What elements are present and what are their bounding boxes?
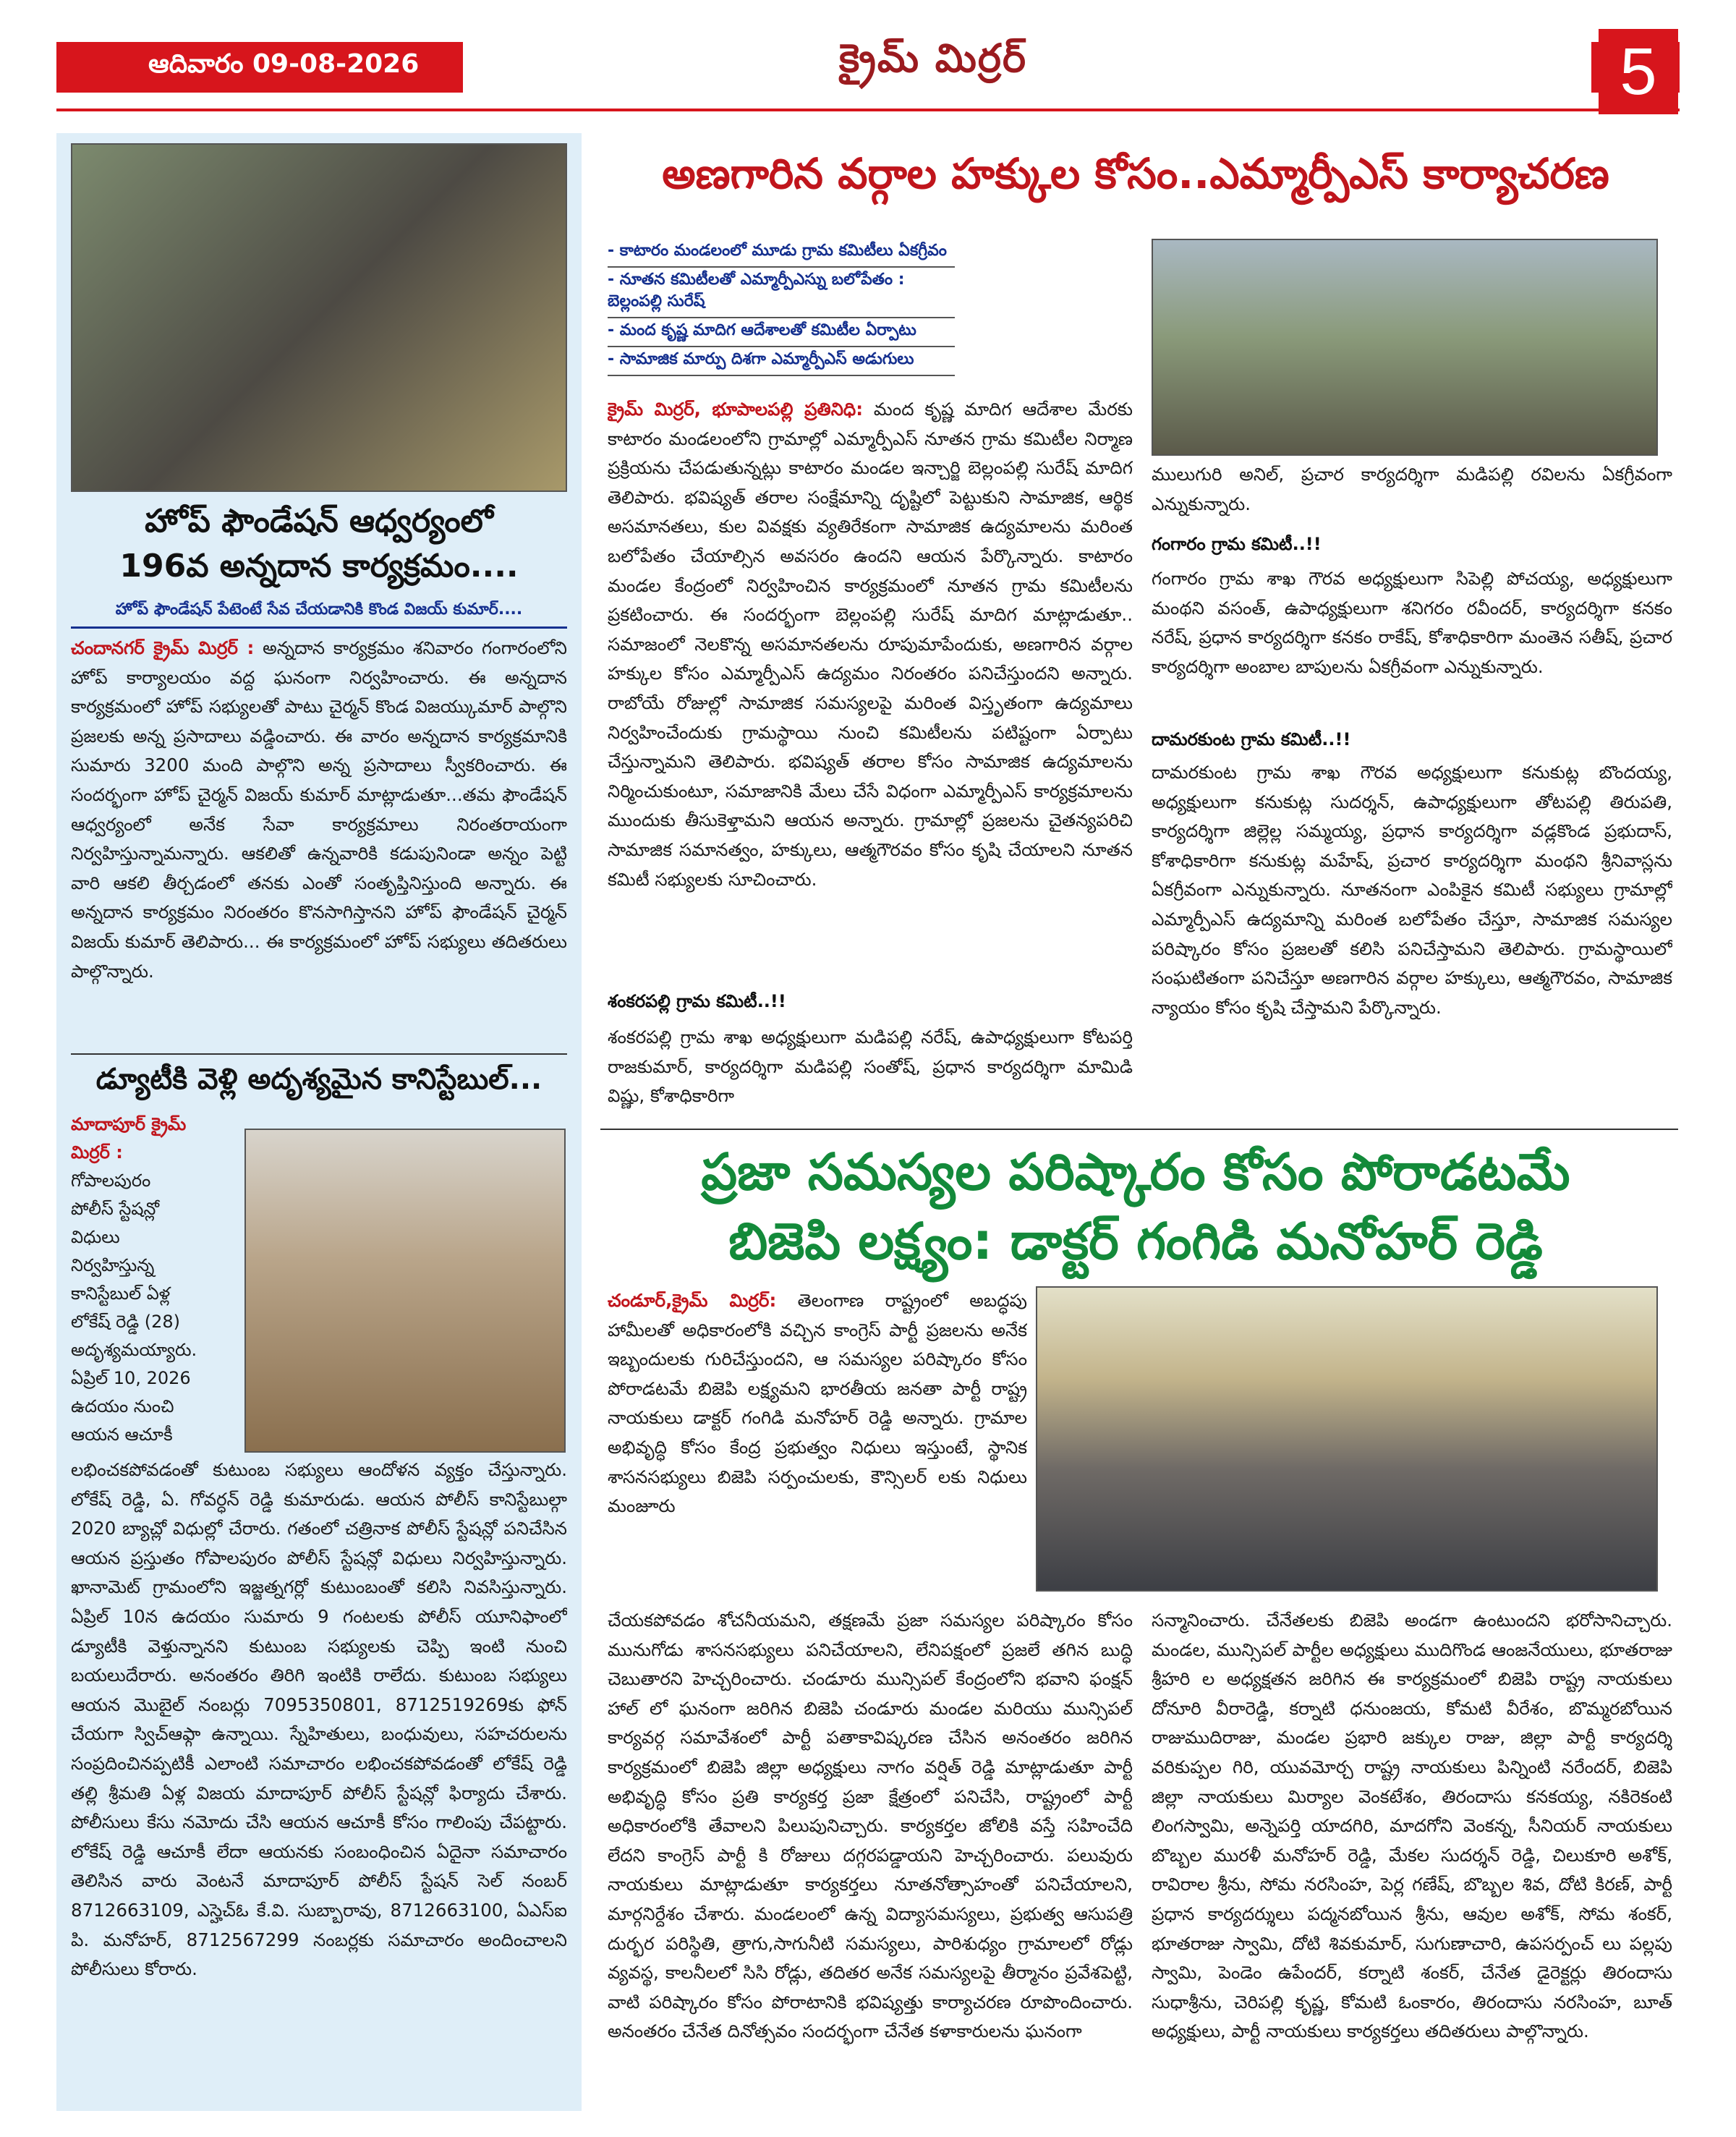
constable-side-line: లోకేష్ రెడ్డి (28) — [71, 1312, 180, 1332]
mrps-body-4: గంగారం గ్రామ శాఖ గౌరవ అధ్యక్షులుగా సిపెల్లి పోచయ్య, అధ్యక్షులుగా మంథని వసంత్, ఉపాధ్యక్షులుగా శనిగరం రవీందర్, కార్యదర్శిగా కనకం నరేష్, ప్రధాన కార్యదర్శిగా కనకం రాకేష్, కోశాధికారిగా మంతెన సతీష్, ప్రచార కార్యదర్శిగా అంబాల బాపులను ఏకగ్రీవంగా ఎన్నుకున్నారు. — [1152, 568, 1672, 677]
masthead — [788, 35, 1078, 114]
mrps-bullet: - నూతన కమిటీలతో ఎమ్మార్పీఎస్ను బలోపేతం : బెల్లంపల్లి సురేష్ — [608, 268, 955, 318]
mrps-sub-shankarapalli: శంకరపల్లి గ్రామ కమిటీ..!! — [608, 991, 786, 1011]
constable-side-line: విధులు — [71, 1227, 120, 1247]
bjp-body-1 — [608, 1286, 1027, 1607]
constable-side-line: పోలీస్ స్టేషన్లో — [71, 1199, 160, 1219]
mrps-headline: అణగారిన వర్గాల హక్కుల కోసం..ఎమ్మార్పీఎస్ కార్యాచరణ — [662, 149, 1609, 198]
bjp-meeting-photo — [1036, 1286, 1658, 1592]
hope-headline-line2: 196వ అన్నదాన కార్యక్రమం.... — [119, 548, 519, 585]
constable-dateline-1: మాదాపూర్ క్రైమ్ — [71, 1114, 187, 1134]
bjp-body-3: సన్మానించారు. చేనేతలకు బిజెపి అండగా ఉంటుందని భరోసానిచ్చారు. మండల, మున్సిపల్ పార్టీల అధ్యక్షులు ముదిగొండ ఆంజనేయులు, భూతరాజు శ్రీహరి ల అధ్యక్షతన జరిగిన ఈ కార్యక్రమంలో బిజెపి రాష్ట్ర నాయకులు దోనూరి వీరారెడ్డి, కర్నాటి ధనుంజయ, కోమటి వీరేశం, బొమ్మరబోయిన రాజుముదిరాజు, మండల ప్రభారి జక్కుల రాజు, జిల్లా పార్టీ కార్యదర్శి వరికుప్పల గిరి, యువమోర్చ రాష్ట్ర నాయకులు పిన్నింటి నరేందర్, బిజెపి జిల్లా నాయకులు మిర్యాల వెంకటేశం, తిరందాసు కనకయ్య, నకిరెకంటి లింగస్వామి, అన్నెపర్తి యాదగిరి, మాదగోని వెంకన్న, సీనియర్ నాయకులు బొబ్బల మురళీ మనోహర్ రెడ్డి, మేకల సుదర్శన్ రెడ్డి, చిలుకూరి అశోక్, రావిరాల శ్రీను, సోమ నరసింహ, పెర్ల గణేష్, బొబ్బల శివ, దోటి కిరణ్, పార్టీ ప్రధాన కార్యదర్శులు పద్మనబోయిన శ్రీను, ఆవుల అశోక్, సోమ శంకర్, భూతరాజు స్వామి, దోటి శివకుమార్, సుగుణాచారి, ఉపసర్పంచ్ లు పల్లపు స్వామి, పెండెం ఉపేందర్, కర్నాటి శంకర్, చేనేత డైరెక్టర్లు తిరందాసు సుధాశ్రీను, చెరిపల్లి కృష్ణ, కోమటి ఓంకారం, తిరందాసు నరసింహ, బూత్ అధ్యక్షులు, పార్టీ నాయకులు కార్యకర్తలు తదితరులు పాల్గొన్నారు. — [1152, 1610, 1672, 2042]
mrps-bullets — [608, 239, 955, 376]
mrps-sub-gangaram: గంగారం గ్రామ కమిటీ..!! — [1152, 534, 1322, 554]
mrps-body-2: శంకరపల్లి గ్రామ శాఖ అధ్యక్షులుగా మడిపల్లి నరేష్, ఉపాధ్యక్షులుగా కోటపర్తి రాజకుమార్, కార్యదర్శిగా మడిపల్లి సంతోష్, ప్రధాన కార్యదర్శిగా మామిడి విష్ణు, కోశాధికారిగా — [608, 1027, 1133, 1107]
issue-date: ఆదివారం 09-08-2026 — [148, 49, 420, 79]
mrps-bullet: - సామాజిక మార్పు దిశగా ఎమ్మార్పీఎస్ అడుగులు — [608, 347, 955, 376]
constable-side-line: ఆయన ఆచూకీ — [71, 1424, 173, 1445]
page-number: 5 — [1599, 29, 1678, 114]
mrps-bullet: - కాటారం మండలంలో మూడు గ్రామ కమిటీలు ఏకగ్రీవం — [608, 239, 955, 268]
mrps-body-1 — [608, 395, 1133, 997]
mrps-sub-damarakunta: దామరకుంట గ్రామ కమిటీ..!! — [1152, 729, 1351, 749]
constable-side-line: గోపాలపురం — [71, 1171, 151, 1191]
constable-headline: డ్యూటీకి వెళ్లి అదృశ్యమైన కానిస్టేబుల్... — [71, 1053, 567, 1100]
constable-body: లభించకపోవడంతో కుటుంబ సభ్యులు ఆందోళన వ్యక్తం చేస్తున్నారు. లోకేష్ రెడ్డి, ఏ. గోవర్ధన్ రెడ్డి కుమారుడు. ఆయన పోలీస్ కానిస్టేబుల్గా 2020 బ్యాచ్లో విధుల్లో చేరారు. గతంలో చత్రినాక పోలీస్ స్టేషన్లో పనిచేసిన ఆయన ప్రస్తుతం గోపాలపురం పోలీస్ స్టేషన్లో విధులు నిర్వహిస్తున్నారు. ఖానామెట్ గ్రామంలోని ఇజ్జత్నగర్లో కుటుంబంతో కలిసి నివసిస్తున్నారు. ఏప్రిల్ 10న ఉదయం సుమారు 9 గంటలకు పోలీస్ యూనిఫాంలో డ్యూటీకి వెళ్తున్నానని కుటుంబ సభ్యులకు చెప్పి ఇంటి నుంచి బయలుదేరారు. అనంతరం తిరిగి ఇంటికి రాలేదు. కుటుంబ సభ్యులు ఆయన మొబైల్ నంబర్లు 7095350801, 8712519269కు ఫోన్ చేయగా స్విచ్ఆఫ్గా ఉన్నాయి. స్నేహితులు, బంధువులు, సహచరులను సంప్రదించినప్పటికీ ఎలాంటి సమాచారం లభించకపోవడంతో లోకేష్ రెడ్డి తల్లి శ్రీమతి ఏళ్ల విజయ మాదాపూర్ పోలీస్ స్టేషన్లో ఫిర్యాదు చేశారు. పోలీసులు కేసు నమోదు చేసి ఆయన ఆచూకీ కోసం గాలింపు చేపట్టారు. లోకేష్ రెడ్డి ఆచూకీ లేదా ఆయనకు సంబంధించిన ఏదైనా సమాచారం తెలిసిన వారు వెంటనే మాదాపూర్ పోలీస్ స్టేషన్ సెల్ నంబర్ 8712663109, ఎస్హెచ్ఓ కే.వి. సుబ్బారావు, 8712663100, ఏఎస్ఐ పి. మనోహర్, 8712567299 నంబర్లకు సమాచారం అందించాలని పోలీసులు కోరారు. — [71, 1459, 567, 1980]
paper-name: క్రైమ్ మిర్రర్ — [839, 35, 1027, 81]
constable-photo — [244, 1129, 566, 1453]
constable-side-line: అదృశ్యమయ్యారు. — [71, 1340, 197, 1360]
constable-dateline-2: మిర్రర్ : — [71, 1142, 123, 1163]
hope-dateline: చందానగర్ క్రైమ్ మిర్రర్ : — [71, 637, 255, 658]
mrps-body-3: ములుగురి అనిల్, ప్రచార కార్యదర్శిగా మడిపల్లి రవిలను ఏకగ్రీవంగా ఎన్నుకున్నారు. — [1152, 464, 1672, 514]
hope-headline-line1: హోప్ ఫౌండేషన్ ఆధ్వర్యంలో — [145, 503, 493, 540]
section-divider — [600, 1129, 1678, 1130]
bjp-headline-line2: బిజెపి లక్ష్యం: డాక్టర్ గంగిడి మనోహర్ రెడ్డి — [728, 1212, 1543, 1271]
bjp-headline-line1: ప్రజా సమస్యల పరిష్కారం కోసం పోరాడటమే — [701, 1142, 1570, 1202]
constable-side-line: ఉదయం నుంచి — [71, 1396, 174, 1416]
hope-subhead: హోప్ ఫౌండేషన్ పేటెంటే సేవ చేయడానికి కొండ విజయ్ కుమార్.... — [71, 600, 567, 629]
mrps-body-5: దామరకుంట గ్రామ శాఖ గౌరవ అధ్యక్షులుగా కనుకుట్ల బొందయ్య, అధ్యక్షులుగా కనుకుట్ల సుదర్శన్, ఉపాధ్యక్షులుగా తోటపల్లి తిరుపతి, కార్యదర్శిగా జిల్లెల్ల సమ్మయ్య, ప్రధాన కార్యదర్శిగా వడ్లకొండ ప్రభుదాస్, కోశాధికారిగా కనుకుట్ల మహేష్, ప్రచార కార్యదర్శిగా మంథని శ్రీనివాస్లను ఏకగ్రీవంగా ఎన్నుకున్నారు. నూతనంగా ఎంపికైన కమిటీ సభ్యులు గ్రామాల్లో ఎమ్మార్పీఎస్ ఉద్యమాన్ని మరింత బలోపేతం చేస్తూ, సామాజిక సమస్యల పరిష్కారం కోసం ప్రజలతో కలిసి పనిచేస్తామని తెలిపారు. గ్రామస్థాయిలో సంఘటితంగా పనిచేస్తూ అణగారిన వర్గాల హక్కులు, ఆత్మగౌరవం, సామాజిక న్యాయం కోసం కృషి చేస్తామని పేర్కొన్నారు. — [1152, 762, 1672, 1018]
constable-side-text — [71, 1110, 244, 1449]
mrps-photo — [1152, 239, 1658, 456]
bjp-body-2: చేయకపోవడం శోచనీయమని, తక్షణమే ప్రజా సమస్యల పరిష్కారం కోసం మునుగోడు శాసనసభ్యులు పనిచేయాలని, లేనిపక్షంలో ప్రజలే తగిన బుద్ధి చెబుతారని హెచ్చరించారు. చండూరు మున్సిపల్ కేంద్రంలోని భవాని ఫంక్షన్ హాల్ లో ఘనంగా జరిగిన బిజెపి చండూరు మండల మరియు మున్సిపల్ కార్యవర్గ సమావేశంలో పార్టీ పతాకావిష్కరణ చేసిన అనంతరం జరిగిన కార్యక్రమంలో బిజెపి జిల్లా అధ్యక్షులు నాగం వర్షిత్ రెడ్డి మాట్లాడుతూ పార్టీ అభివృద్ధి కోసం ప్రతి కార్యకర్త ప్రజా క్షేత్రంలో పనిచేసి, రాష్ట్రంలో పార్టీ అధికారంలోకి తేవాలని పిలుపునిచ్చారు. కార్యకర్తల జోలికి వస్తే సహించేది లేదని కాంగ్రెస్ పార్టీ కి రోజులు దగ్గరపడ్డాయని హెచ్చరించారు. పలువురు నాయకులు మాట్లాడుతూ కార్యకర్తలు నూతనోత్సాహంతో పనిచేయాలని, మార్గనిర్దేశం చేశారు. మండలంలో ఉన్న విద్యాసమస్యలు, ప్రభుత్వ ఆసుపత్రి దుర్భర పరిస్థితి, త్రాగు,సాగునీటి సమస్యలు, పారిశుధ్యం గ్రామాలలో రోడ్లు వ్యవస్థ, కాలనీలలో సిసి రోడ్లు, తదితర అనేక సమస్యలపై తీర్మానం ప్రవేశపెట్టి, వాటి పరిష్కారం కోసం పోరాటానికి భవిష్యత్తు కార్యాచరణ రూపొందించారు. అనంతరం చేనేత దినోత్సవం సందర్భంగా చేనేత కళాకారులను ఘనంగా — [608, 1610, 1133, 2042]
mrps-body-text: మంద కృష్ణ మాదిగ ఆదేశాల మేరకు కాటారం మండలంలోని గ్రామాల్లో ఎమ్మార్పీఎస్ నూతన గ్రామ కమిటీల నిర్మాణ ప్రక్రియను చేపడుతున్నట్లు కాటారం మండల ఇన్చార్జి బెల్లంపల్లి సురేష్ మాదిగ తెలిపారు. భవిష్యత్ తరాల సంక్షేమాన్ని దృష్టిలో పెట్టుకుని సామాజిక, ఆర్థిక అసమానతలు, కుల వివక్షకు వ్యతిరేకంగా సామాజిక ఉద్యమాలను మరింత బలోపేతం చేయాల్సిన అవసరం ఉందని ఆయన పేర్కొన్నారు. కాటారం మండల కేంద్రంలో నిర్వహించిన కార్యక్రమంలో నూతన గ్రామ కమిటీలను ప్రకటించారు. ఈ సందర్భంగా బెల్లంపల్లి సురేష్ మాదిగ మాట్లాడుతూ.. సమాజంలో నెలకొన్న అసమానతలను రూపుమాపేందుకు, అణగారిన వర్గాల హక్కుల కోసం ఎమ్మార్పీఎస్ ఉద్యమం నిరంతరం పనిచేస్తుందని అన్నారు. రాబోయే రోజుల్లో సామాజిక సమస్యలపై మరింత విస్తృతంగా ఉద్యమాలు నిర్వహించేందుకు గ్రామస్థాయి నుంచి కమిటీలను పటిష్టంగా ఏర్పాటు చేస్తున్నామని తెలిపారు. భవిష్యత్ తరాల కోసం సామాజిక ఉద్యమాలను నిర్మించుకుంటూ, సమాజానికి మేలు చేసే విధంగా ఎమ్మార్పీఎస్ కార్యక్రమాలను ముందుకు తీసుకెళ్తామని ఆయన అన్నారు. గ్రామాల్లో ప్రజలను చైతన్యపరిచి సామాజిక సమానత్వం, హక్కులు, ఆత్మగౌరవం కోసం కృషి చేయాలని నూతన కమిటీ సభ్యులకు సూచించారు. — [608, 399, 1133, 890]
bjp-headline — [586, 1137, 1685, 1276]
constable-side-line: కానిస్టేబుల్ ఏళ్ల — [71, 1283, 171, 1304]
mrps-dateline: క్రైమ్ మిర్రర్, భూపాలపల్లి ప్రతినిధి: — [608, 399, 863, 420]
constable-side-line: ఏప్రిల్ 10, 2026 — [71, 1368, 191, 1388]
bjp-body-text: తెలంగాణ రాష్ట్రంలో అబద్ధపు హామీలతో అధికారంలోకి వచ్చిన కాంగ్రెస్ పార్టీ ప్రజలను అనేక ఇబ్బందులకు గురిచేస్తుందని, ఆ సమస్యల పరిష్కారం కోసం పోరాడటమే బిజెపి లక్ష్యమని భారతీయ జనతా పార్టీ రాష్ట్ర నాయకులు డాక్టర్ గంగిడి మనోహర్ రెడ్డి అన్నారు. గ్రామాల అభివృద్ధి కోసం కేంద్ర ప్రభుత్వం నిధులు ఇస్తుంటే, స్థానిక శాసనసభ్యులు బిజెపి సర్పంచులకు, కౌన్సిలర్ లకు నిధులు మంజూరు — [608, 1290, 1027, 1517]
bjp-dateline: చండూర్,క్రైమ్ మిర్రర్: — [608, 1290, 777, 1311]
annadanam-photo — [71, 143, 567, 492]
hope-body — [71, 634, 567, 1029]
constable-side-line: నిర్వహిస్తున్న — [71, 1255, 155, 1275]
hope-body-text: అన్నదాన కార్యక్రమం శనివారం గంగారంలోని హోప్ కార్యాలయం వద్ద ఘనంగా నిర్వహించారు. ఈ అన్నదాన కార్యక్రమంలో హోప్ సభ్యులతో పాటు చైర్మన్ కొండ విజయ్కుమార్ పాల్గొని ప్రజలకు అన్న ప్రసాదాలు వడ్డించారు. ఈ వారం అన్నదాన కార్యక్రమానికి సుమారు 3200 మంది పాల్గొని అన్న ప్రసాదాలు స్వీకరించారు. ఈ సందర్భంగా హోప్ చైర్మన్ విజయ్ కుమార్ మాట్లాడుతూ...తమ ఫౌండేషన్ ఆధ్వర్యంలో అనేక సేవా కార్యక్రమాలు నిరంతరాయంగా నిర్వహిస్తున్నామన్నారు. ఆకలితో ఉన్నవారికి కడుపునిండా అన్నం పెట్టి వారి ఆకలి తీర్చడంలో తనకు ఎంతో సంతృప్తినిస్తుంది అన్నారు. ఈ అన్నదాన కార్యక్రమం నిరంతరం కొనసాగిస్తానని హోప్ ఫౌండేషన్ చైర్మన్ విజయ్ కుమార్ తెలిపారు... ఈ కార్యక్రమంలో హోప్ సభ్యులు తదితరులు పాల్గొన్నారు. — [71, 637, 567, 982]
header-rule — [56, 109, 1680, 111]
mrps-bullet: - మంద కృష్ణ మాదిగ ఆదేశాలతో కమిటీల ఏర్పాటు — [608, 318, 955, 347]
hope-headline — [71, 499, 567, 589]
